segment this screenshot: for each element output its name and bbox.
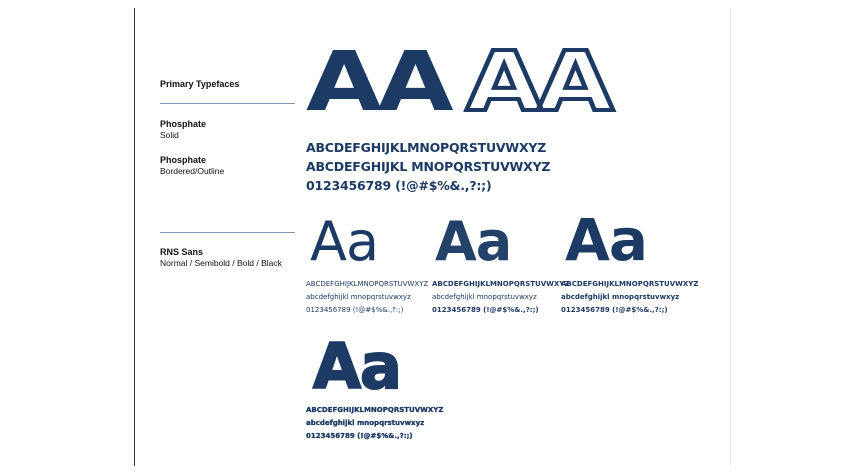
phosphate-solid-label — [160, 119, 206, 141]
rns-bold-lower: abcdefghijkl mnopqrstuvwxyz — [561, 293, 680, 301]
phosphate-outline-sub: Bordered/Outline — [160, 166, 225, 176]
rns-sans-label — [160, 247, 282, 269]
phosphate-outline-label — [160, 155, 224, 177]
rns-sans-weights: Normal / Semibold / Bold / Black — [160, 258, 282, 268]
divider-rule-top — [160, 103, 295, 104]
rns-semibold-lower: abcdefghijkl mnopqrstuvwxyz — [432, 293, 537, 301]
phosphate-outline-heading: Phosphate — [160, 155, 207, 165]
rns-normal-lower: abcdefghijkl mnopqrstuvwxyz — [306, 293, 411, 301]
rns-normal-upper: ABCDEFGHIJKLMNOPQRSTUVWXYZ — [306, 280, 429, 288]
phosphate-charset-line-3: 0123456789 (!@#$%&.,?:;) — [306, 178, 492, 193]
rns-normal-digits: 0123456789 (!@#$%&.,?:;) — [306, 306, 404, 314]
rns-bold-upper: ABCDEFGHIJKLMNOPQRSTUVWXYZ — [561, 280, 699, 288]
page-left-border — [134, 8, 135, 466]
rns-sans-heading: RNS Sans — [160, 247, 204, 257]
rns-semibold-digits: 0123456789 (!@#$%&.,?:;) — [432, 306, 539, 314]
page-right-border — [730, 8, 731, 466]
phosphate-outline-sample: AA — [466, 35, 609, 130]
rns-black-lower: abcdefghijkl mnopqrstuvwxyz — [306, 419, 425, 427]
primary-typefaces-label — [160, 79, 239, 90]
rns-semibold-upper: ABCDEFGHIJKLMNOPQRSTUVWXYZ — [432, 280, 570, 288]
primary-typefaces-heading: Primary Typefaces — [160, 79, 240, 89]
rns-bold-sample: Aa — [565, 206, 648, 274]
phosphate-solid-sub: Solid — [160, 130, 179, 140]
phosphate-solid-sample: AA — [306, 35, 449, 130]
rns-black-digits: 0123456789 (!@#$%&.,?:;) — [306, 432, 413, 440]
rns-bold-digits: 0123456789 (!@#$%&.,?:;) — [561, 306, 668, 314]
divider-rule-bottom — [160, 232, 295, 233]
rns-normal-sample: Aa — [310, 210, 379, 273]
phosphate-charset-line-1: ABCDEFGHIJKLMNOPQRSTUVWXYZ — [306, 140, 547, 155]
rns-semibold-sample: Aa — [435, 210, 512, 273]
rns-black-upper: ABCDEFGHIJKLMNOPQRSTUVWXYZ — [306, 406, 444, 414]
phosphate-solid-heading: Phosphate — [160, 119, 207, 129]
phosphate-charset-line-2: ABCDEFGHIJKL MNOPQRSTUVWXYZ — [306, 159, 551, 174]
rns-black-sample: Aa — [313, 330, 401, 403]
